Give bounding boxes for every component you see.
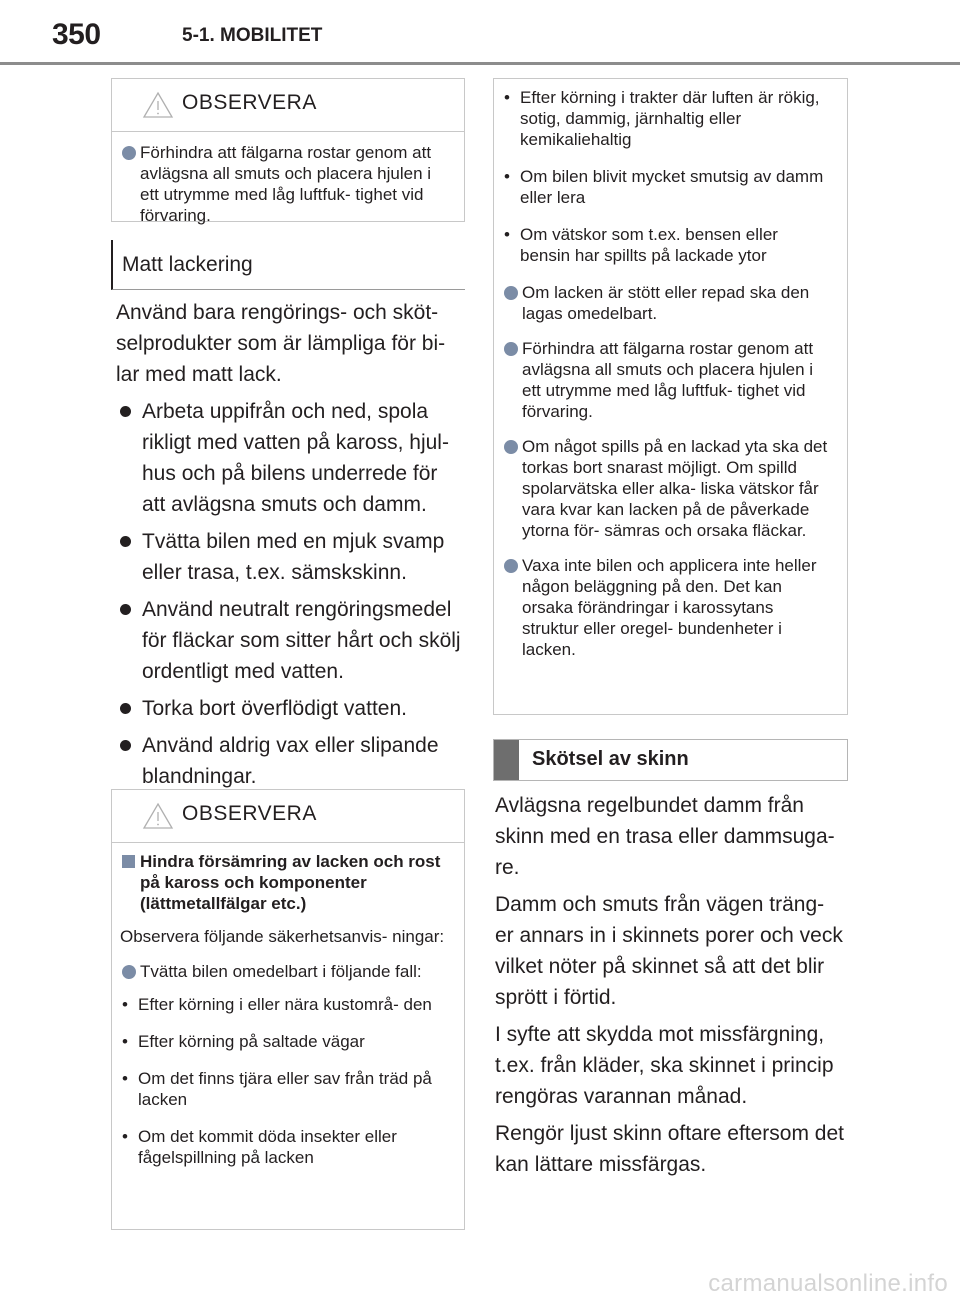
caution-box-header [112, 790, 464, 843]
caution-dot-item: • Om vätskor som t.ex. bensen eller bensin har spillts på lackade ytor [502, 224, 831, 266]
section-title: 5-1. MOBILITET [182, 25, 323, 46]
caution-subheading: Hindra försämring av lacken och rost på kaross och komponenter (lättmetallfälgar etc.) [120, 851, 448, 914]
matt-bullet: Tvätta bilen med en mjuk svamp eller trasa, t.ex. sämskskinn. [116, 526, 466, 588]
header-divider [0, 62, 960, 65]
caution-dot-item: • Om bilen blivit mycket smutsig av damm eller lera [502, 166, 831, 208]
caution-body [494, 79, 847, 682]
caution-body [112, 843, 464, 1194]
caution-item: Vaxa inte bilen och applicera inte heller någon beläggning på den. Det kan orsaka förändringar i karossytans struktur eller oregel- bundenheter i lacken. [502, 555, 831, 660]
subsection-heading-matt [111, 240, 465, 290]
matt-content [116, 297, 466, 792]
caution-dot-item: • Om det kommit döda insekter eller fågelspillning på lacken [120, 1126, 448, 1168]
heading-bar [494, 740, 519, 780]
caution-intro: Observera följande säkerhetsanvis- ningar: [120, 927, 445, 946]
leather-paragraph: Damm och smuts från vägen träng- er annars in i skinnets porer och veck vilket nöter på skinnet så att det blir sprött i förtid. [495, 893, 843, 1009]
leather-paragraph: Avlägsna regelbundet damm från skinn med en trasa eller dammsuga- re. [495, 794, 835, 879]
page-header [0, 0, 960, 64]
matt-bullet: Använd aldrig vax eller slipande blandningar. [116, 730, 466, 792]
caution-dot-item: • Efter körning i trakter där luften är rökig, sotig, dammig, järnhaltig eller kemikaliehaltig [502, 87, 831, 150]
caution-item: Om något spills på en lackad yta ska det torkas bort snarast möjligt. Om spilld spolarvätska eller alka- liska vätskor får vara kvar kan lacken på de påverkade ytorna för- sämras och orsaka fläckar. [502, 436, 831, 541]
leather-paragraph: I syfte att skydda mot missfärgning, t.ex. från kläder, ska skinnet i princip rengöras varannan månad. [495, 1023, 834, 1108]
subsection-heading-text: Matt lackering [122, 253, 253, 276]
caution-dot-item: • Om det finns tjära eller sav från träd på lacken [120, 1068, 448, 1110]
caution-item: Förhindra att fälgarna rostar genom att avlägsna all smuts och placera hjulen i ett utrymme med låg luftfuk- tighet vid förvaring. [502, 338, 831, 422]
leather-content [495, 790, 847, 1180]
section-heading-text: Skötsel av skinn [532, 748, 689, 770]
warning-triangle-icon [142, 91, 174, 119]
matt-bullet: Torka bort överflödigt vatten. [116, 693, 466, 724]
watermark: carmanualsonline.info [708, 1270, 948, 1297]
caution-dot-item: • Efter körning på saltade vägar [120, 1031, 448, 1052]
matt-bullet: Använd neutralt rengöringsmedel för fläckar som sitter hårt och skölj ordentligt med vatten. [116, 594, 466, 687]
caution-item: Förhindra att fälgarna rostar genom att avlägsna all smuts och placera hjulen i ett utrymme med låg luftfuk- tighet vid förvaring. [120, 142, 448, 226]
caution-item: Om lacken är stött eller repad ska den lagas omedelbart. [502, 282, 831, 324]
section-heading-leather [493, 739, 848, 781]
caution-item: Tvätta bilen omedelbart i följande fall: [120, 961, 448, 982]
caution-box-wheels [111, 78, 465, 225]
leather-paragraph: Rengör ljust skinn oftare eftersom det kan lättare missfärgas. [495, 1122, 845, 1176]
matt-intro: Använd bara rengörings- och sköt- selprodukter som är lämpliga för bi- lar med matt lack. [116, 301, 446, 386]
caution-title: OBSERVERA [182, 91, 317, 114]
warning-triangle-icon [142, 802, 174, 830]
caution-dot-item: • Efter körning i eller nära kustområ- den [120, 994, 448, 1015]
caution-box-header [112, 79, 464, 132]
caution-box-paint [111, 789, 465, 1230]
caution-body [112, 132, 464, 248]
caution-box-continued [493, 78, 848, 715]
matt-bullet: Arbeta uppifrån och ned, spola rikligt med vatten på kaross, hjul- hus och på bilens underrede för att avlägsna smuts och damm. [116, 396, 466, 520]
page-number: 350 [52, 18, 101, 51]
caution-title: OBSERVERA [182, 802, 317, 825]
